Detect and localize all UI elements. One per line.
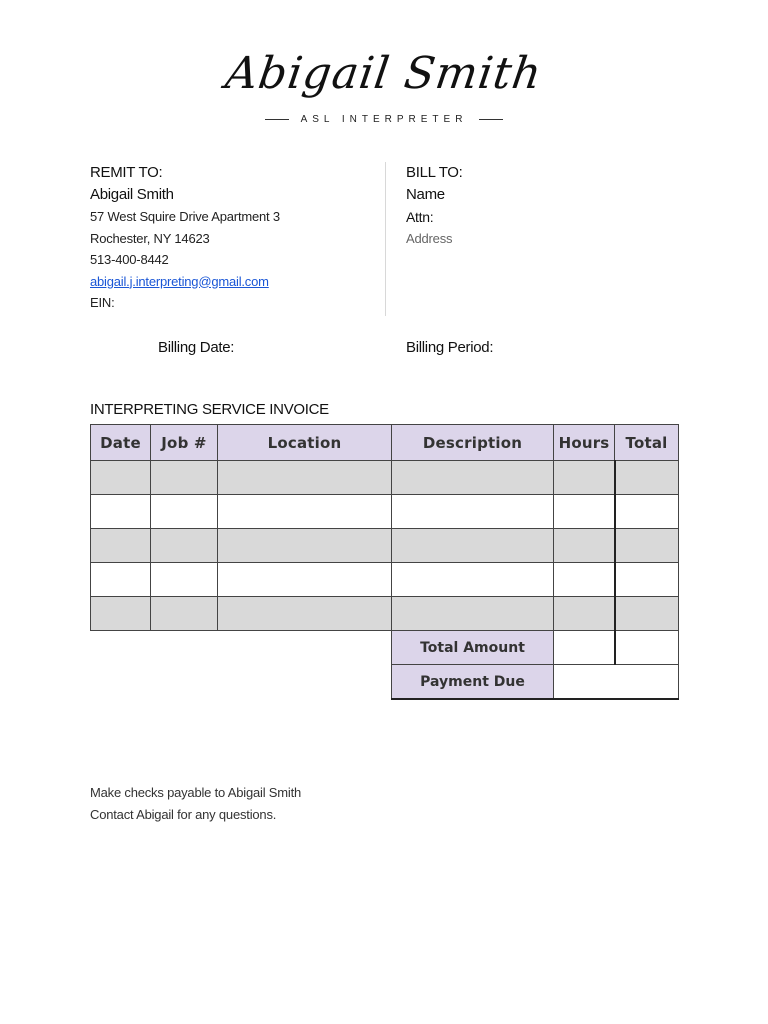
remit-name: Abigail Smith	[90, 186, 174, 203]
billing-date-label: Billing Date:	[158, 339, 235, 356]
table-row	[91, 495, 679, 529]
cell-location[interactable]	[218, 495, 392, 529]
header-date: Date	[91, 425, 151, 461]
notes	[90, 782, 301, 826]
table-row	[91, 563, 679, 597]
cell-description[interactable]	[392, 529, 554, 563]
column-divider	[385, 162, 386, 316]
table-row	[91, 461, 679, 495]
total-amount-value-cell[interactable]	[615, 631, 679, 665]
remit-to-label: REMIT TO:	[90, 164, 163, 181]
cell-date[interactable]	[91, 529, 151, 563]
table-header-row	[91, 425, 679, 461]
cell-hours[interactable]	[554, 495, 615, 529]
header-total: Total	[615, 425, 679, 461]
cell-description[interactable]	[392, 563, 554, 597]
cell-hours[interactable]	[554, 597, 615, 631]
cell-date[interactable]	[91, 495, 151, 529]
cell-total[interactable]	[615, 461, 679, 495]
cell-description[interactable]	[392, 495, 554, 529]
table-row	[91, 529, 679, 563]
bill-attn: Attn:	[406, 209, 434, 225]
cell-location[interactable]	[218, 529, 392, 563]
remit-address-line1: 57 West Squire Drive Apartment 3	[90, 209, 280, 224]
cell-location[interactable]	[218, 597, 392, 631]
total-amount-row	[91, 631, 679, 665]
bill-to-block	[406, 162, 686, 250]
cell-description[interactable]	[392, 597, 554, 631]
logo-signature: Abigail Smith	[222, 48, 546, 99]
remit-phone: 513-400-8442	[90, 252, 169, 267]
cell-total[interactable]	[615, 495, 679, 529]
cell-job[interactable]	[151, 597, 218, 631]
cell-total[interactable]	[615, 563, 679, 597]
header-job-number: Job #	[151, 425, 218, 461]
table-row	[91, 597, 679, 631]
remit-email-link[interactable]: abigail.j.interpreting@gmail.com	[90, 273, 269, 289]
payment-due-row	[91, 665, 679, 700]
cell-job[interactable]	[151, 529, 218, 563]
notes-checks-payable: Make checks payable to Abigail Smith	[90, 785, 302, 800]
remit-address-line2: Rochester, NY 14623	[90, 230, 210, 246]
notes-contact: Contact Abigail for any questions.	[90, 807, 277, 822]
cell-description[interactable]	[392, 461, 554, 495]
header-hours: Hours	[554, 425, 615, 461]
logo-rule-left	[265, 119, 289, 120]
payment-due-label: Payment Due	[392, 665, 554, 700]
total-amount-label: Total Amount	[392, 631, 554, 665]
header-description: Description	[392, 425, 554, 461]
cell-job[interactable]	[151, 563, 218, 597]
logo-tagline: ASL INTERPRETER	[300, 114, 468, 125]
cell-hours[interactable]	[554, 529, 615, 563]
invoice-title: INTERPRETING SERVICE INVOICE	[90, 401, 329, 418]
remit-to-block	[90, 162, 380, 314]
cell-hours[interactable]	[554, 563, 615, 597]
cell-total[interactable]	[615, 597, 679, 631]
payment-due-value-cell[interactable]	[554, 665, 679, 700]
cell-location[interactable]	[218, 563, 392, 597]
bill-address: Address	[406, 231, 453, 246]
logo	[0, 46, 768, 102]
bill-name: Name	[406, 186, 445, 203]
cell-job[interactable]	[151, 461, 218, 495]
billing-period-label: Billing Period:	[406, 339, 494, 356]
remit-ein: EIN:	[90, 295, 115, 310]
cell-date[interactable]	[91, 563, 151, 597]
invoice-table	[90, 424, 679, 700]
cell-total[interactable]	[615, 529, 679, 563]
logo-tagline-row	[0, 114, 768, 125]
cell-job[interactable]	[151, 495, 218, 529]
cell-location[interactable]	[218, 461, 392, 495]
total-amount-hours-cell[interactable]	[554, 631, 615, 665]
logo-rule-right	[479, 119, 503, 120]
cell-hours[interactable]	[554, 461, 615, 495]
bill-to-label: BILL TO:	[406, 164, 463, 181]
cell-date[interactable]	[91, 461, 151, 495]
cell-date[interactable]	[91, 597, 151, 631]
header-location: Location	[218, 425, 392, 461]
